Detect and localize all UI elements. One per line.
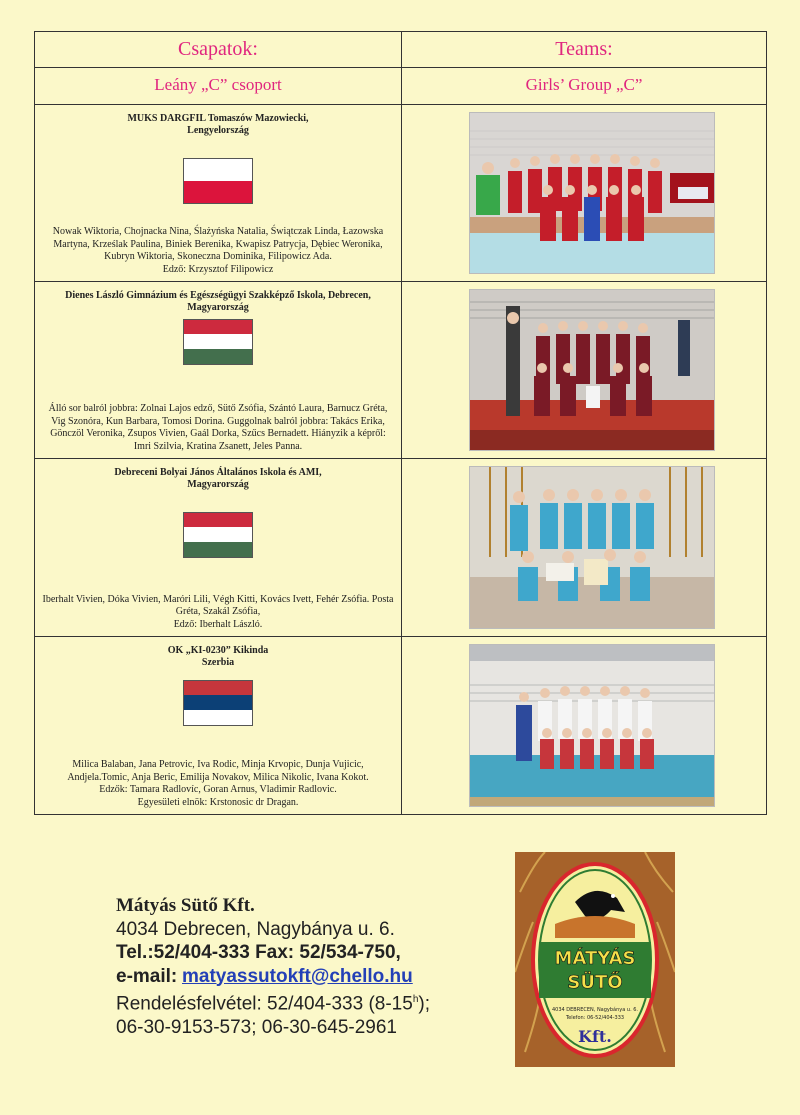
flag-poland-icon — [183, 158, 253, 204]
team-row-bolyai — [35, 459, 767, 637]
team-name: Debreceni Bolyai János Általános Iskola és AMI, Magyarország — [114, 467, 322, 491]
title-hungarian: Csapatok: — [35, 32, 402, 68]
title-english: Teams: — [402, 32, 767, 68]
bakery-logo — [515, 852, 675, 1067]
mobile-numbers: 06-30-9153-573; 06-30-645-2961 — [116, 1016, 397, 1038]
teams-table — [34, 31, 767, 815]
team-photo-cell — [402, 459, 767, 637]
team-photo-poland — [469, 112, 715, 274]
team-photo-cell — [402, 282, 767, 459]
flag-hungary-icon — [183, 319, 253, 365]
team-row-dienes — [35, 282, 767, 459]
team-members: Milica Balaban, Jana Petrovic, Iva Rodic, Minja Krvopic, Dunja Vujicic, Andjela.Tomic, Anja Beric, Emilija Novakov, Milica Nikolic, Ivana Kokot. Edzők: Tamara Radlovíc, Goran Arnus, Vladimir Radlovic. Egyesületi elnök: Krstonosic dr Dragan. — [67, 759, 369, 808]
team-members: Nowak Wiktoria, Chojnacka Nina, Ślażyńska Natalia, Świątczak Linda, Łazowska Martyna, Krześlak Paulina, Biniek Berenika, Kwapisz Patrycja, Dębiec Weronika, Kubryn Wiktoria, Skoneczna Dominika, Filipowicz Ada. Edző: Krzysztof Filipowicz — [52, 226, 384, 275]
team-info — [35, 105, 402, 282]
flag-hungary-icon — [183, 512, 253, 558]
team-photo-dienes — [469, 289, 715, 451]
team-members: Iberhalt Vivien, Dóka Vivien, Maróri Lili, Végh Kitti, Kovács Ivett, Fehér Zsófia. Posta Gréta, Szakál Zsófia, Edző: Iberhalt László. — [42, 593, 394, 630]
company-name: Mátyás Sütő Kft. — [116, 895, 255, 916]
team-name: Dienes László Gimnázium és Egészségügyi Szakképző Iskola, Debrecen, Magyarország — [65, 290, 371, 314]
group-english: Girls’ Group „C” — [402, 68, 767, 105]
team-info — [35, 459, 402, 637]
team-photo-bolyai — [469, 466, 715, 629]
logo-address: 4034 DEBRECEN, Nagybánya u. 6. — [551, 1007, 639, 1013]
team-row-poland — [35, 105, 767, 282]
logo-phone: Telefon: 06-52/404-333 — [565, 1015, 625, 1021]
orders-line: Rendelésfelvétel: 52/404-333 (8-15$^h$); — [116, 993, 430, 1015]
contact-block — [116, 894, 430, 1039]
team-info — [35, 282, 402, 459]
team-row-kikinda — [35, 637, 767, 815]
team-name: MUKS DARGFIL Tomaszów Mazowiecki, Lengyelország — [127, 113, 309, 137]
flag-serbia-icon — [183, 680, 253, 726]
team-name: OK „KI-0230” Kikinda Szerbia — [167, 645, 269, 669]
group-hungarian: Leány „C” csoport — [35, 68, 402, 105]
team-info — [35, 637, 402, 815]
logo-name-2: SÜTŐ — [567, 972, 623, 993]
team-photo-cell — [402, 637, 767, 815]
address: 4034 Debrecen, Nagybánya u. 6. — [116, 918, 395, 940]
phone-fax: Tel.:52/404-333 Fax: 52/534-750, — [116, 942, 401, 963]
logo-name-1: MÁTYÁS — [554, 948, 636, 969]
team-photo-cell — [402, 105, 767, 282]
email-link[interactable]: matyassutokft@chello.hu — [182, 965, 413, 987]
logo-kft: Kft. — [578, 1027, 612, 1046]
team-members: Álló sor balról jobbra: Zolnai Lajos edző, Sütő Zsófia, Szántó Laura, Barnucz Gréta, Vig Szonóra, Kun Barbara, Tomosi Dorina. Guggolnak balról jobbra: Takács Erika, Gönczöl Veronika, Zsupos Vivien, Gaál Dorka, Szűcs Bernadett. Hiányzik a képről: Imri Szilvia, Kratina Zsanett, Jeles Panna. — [48, 403, 388, 452]
email-line: e-mail: matyassutokft@chello.hu — [116, 965, 413, 987]
team-photo-kikinda — [469, 644, 715, 807]
